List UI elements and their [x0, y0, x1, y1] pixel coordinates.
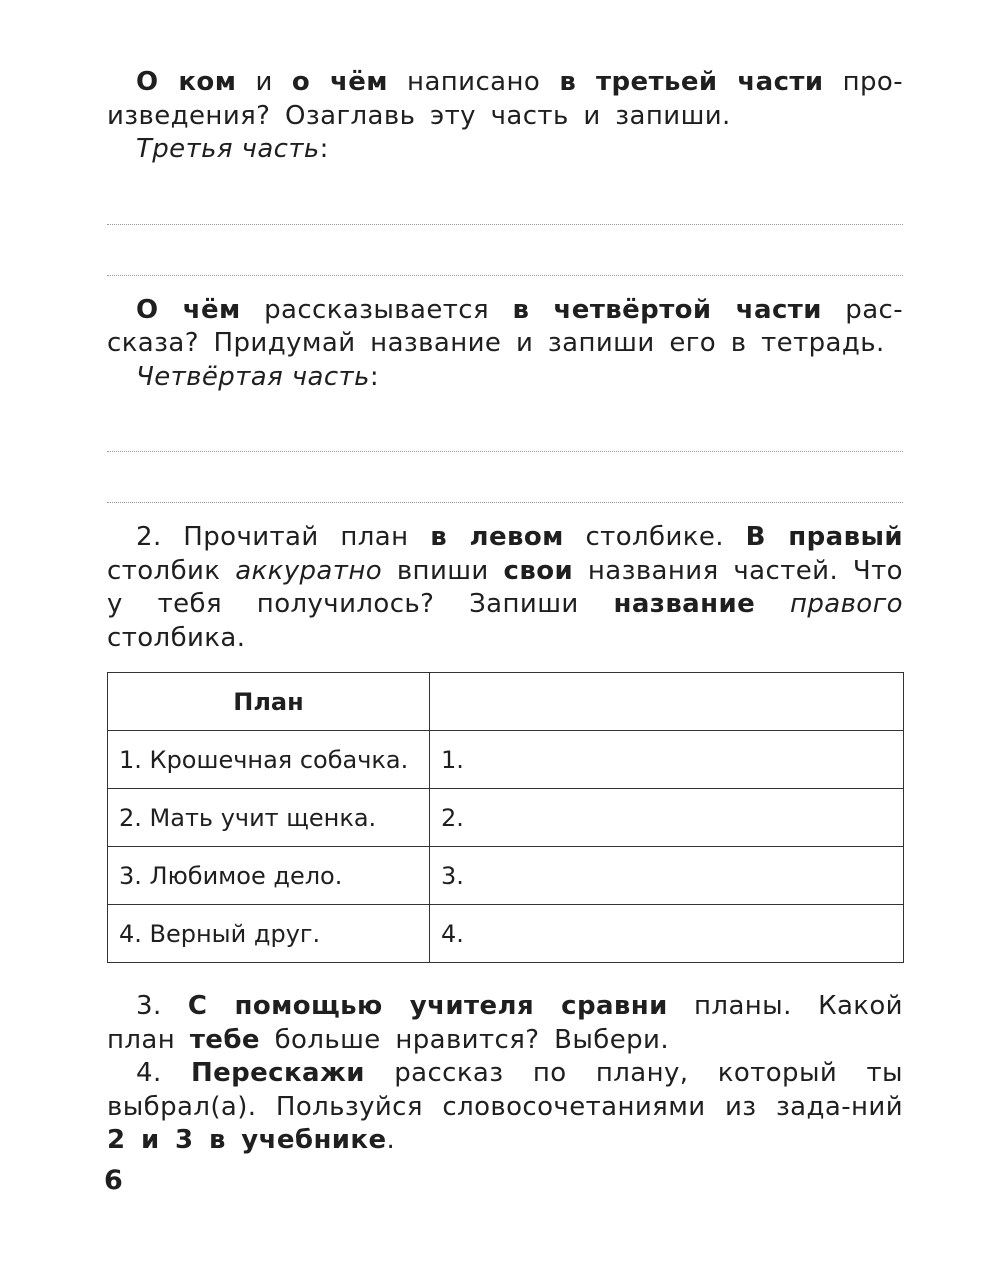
text: рассказ по плану, который ты выбрал(а). Пользуйся словосочетаниями из зада-ний — [107, 1058, 903, 1122]
plan-cell: 1. Крошечная собачка. — [108, 731, 430, 789]
table-header-plan: План — [108, 673, 430, 731]
label-text: Четвёртая часть — [136, 361, 370, 392]
text: планы. Какой план — [107, 991, 903, 1055]
text: впиши — [382, 555, 504, 586]
colon: : — [319, 134, 329, 164]
italic-text: аккуратно — [235, 555, 383, 586]
question-fourth-part — [107, 294, 903, 361]
text: столбик — [107, 555, 236, 586]
italic-text: правого — [789, 589, 903, 619]
task-3 — [107, 990, 903, 1057]
text: рас-сказа? Придумай название и запиши его в тетрадь. — [107, 294, 904, 358]
plan-cell: 4. Верный друг. — [108, 905, 430, 963]
text: столбика. — [107, 622, 246, 653]
text: и — [236, 67, 292, 97]
third-part-label — [107, 133, 903, 167]
task-4 — [107, 1057, 903, 1158]
workbook-page — [107, 66, 903, 1158]
own-title-cell[interactable]: 4. — [430, 905, 904, 963]
plan-cell: 3. Любимое дело. — [108, 847, 430, 905]
own-title-cell[interactable]: 2. — [430, 789, 904, 847]
table-row — [108, 789, 904, 847]
bold-text: О ком — [136, 67, 237, 97]
bold-text: свои — [503, 555, 574, 586]
text: . — [386, 1125, 396, 1155]
plan-table — [107, 672, 904, 963]
text: про-изведения? Озаглавь эту часть и запиши. — [107, 67, 904, 131]
bold-text: 2 и 3 в учебнике — [107, 1125, 387, 1155]
bold-text: название — [613, 589, 756, 619]
own-title-cell[interactable]: 1. — [430, 731, 904, 789]
table-row — [108, 905, 904, 963]
table-header-row — [108, 673, 904, 731]
table-row — [108, 847, 904, 905]
task-2 — [107, 521, 903, 655]
bold-text: В правый — [745, 522, 903, 552]
table-row — [108, 731, 904, 789]
text: рассказывается — [240, 294, 513, 325]
text — [755, 589, 790, 619]
own-title-cell[interactable]: 3. — [430, 847, 904, 905]
text: столбике. — [563, 522, 746, 552]
bold-text: в третьей части — [559, 67, 824, 97]
bold-text: О чём — [136, 294, 241, 325]
bold-text: тебе — [189, 1024, 260, 1055]
bold-text: о чём — [291, 67, 388, 97]
text: 2. Прочитай план — [136, 522, 431, 552]
page-number: 6 — [104, 1165, 123, 1196]
bold-text: в левом — [430, 522, 564, 552]
bold-text: в четвёртой части — [512, 294, 822, 325]
question-third-part — [107, 66, 903, 133]
text: 4. — [136, 1058, 191, 1088]
text: 3. — [136, 991, 188, 1021]
colon: : — [369, 361, 380, 392]
label-text: Третья часть — [136, 134, 320, 164]
plan-cell: 2. Мать учит щенка. — [108, 789, 430, 847]
fourth-part-label — [107, 361, 903, 395]
text: больше нравится? Выбери. — [259, 1024, 669, 1055]
table-header-own[interactable] — [430, 673, 904, 731]
bold-text: С помощью учителя сравни — [187, 991, 668, 1021]
text: написано — [387, 67, 560, 97]
bold-text: Перескажи — [190, 1058, 365, 1088]
text: названия частей. Что у тебя получилось? Запиши — [107, 555, 903, 619]
